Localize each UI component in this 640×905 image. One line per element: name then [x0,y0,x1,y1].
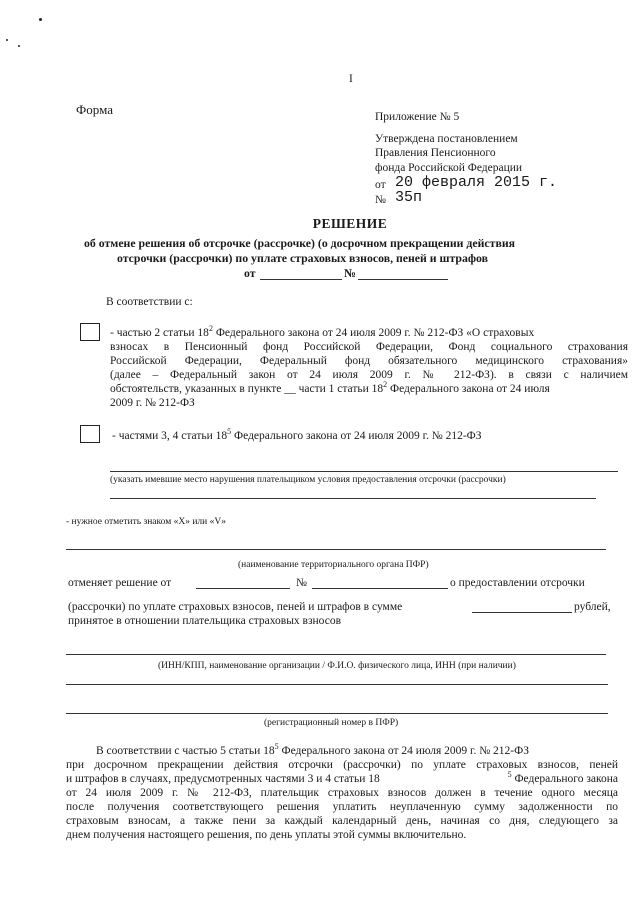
inn-caption: (ИНН/КПП, наименование организации / Ф.И.О. физического лица, ИНН (при наличии) [158,661,516,671]
violation-line-2[interactable] [110,498,596,499]
final-line-3: и штрафов в случаях, предусмотренных частями 3 и 4 статьи 18 $^5$ Федерального закона [66,770,618,785]
option-1-line-2: взносах в Пенсионный фонд Российской Федерации, Фонд социального страхования [110,341,628,353]
option-1-line-4: (далее – Федеральный закон от 24 июля 2009 г. № 212-ФЗ). в связи с наличием [110,369,628,381]
intro-text: В соответствии с: [106,296,193,308]
option-1-checkbox[interactable] [80,323,100,341]
appendix-number-value: 35п [395,189,423,206]
final-line-5: после получения соответствующего решения уплатить неуплаченную сумму задолженности по [66,801,618,813]
option-1-line-5: обстоятельств, указанных в пункте __ части 1 статьи $18^2$ Федерального закона от 24 июля [110,380,550,395]
appendix-date-value: 20 февраля 2015 г. [395,174,558,191]
document-title: РЕШЕНИЕ [312,216,388,231]
scan-speck [18,45,20,47]
scan-speck [39,18,42,21]
heading-line-1: об отмене решения об отсрочке (рассрочке) (о досрочном прекращении действия [84,236,516,250]
cancels-text-f: принятое в отношении плательщика страховых взносов [68,615,342,627]
option-1-line-3: Российской Федерации, Федеральный фонд обязательного медицинского страхования» [110,355,628,367]
payer-line-2[interactable] [66,684,608,685]
cancels-text-b: № [296,577,307,589]
appendix-number-prefix: № [375,194,386,206]
final-line-2: при досрочном прекращении действия отсрочки (рассрочки) по уплате страховых взносов, пеней [66,759,618,771]
option-2-checkbox[interactable] [80,425,100,443]
option-2-text: - частями 3, 4 статьи $18^5$ Федерального закона от 24 июля 2009 г. № 212-ФЗ [112,427,482,442]
cancels-text-c: о предоставлении отсрочки [450,577,585,589]
pfr-name-line[interactable] [66,549,606,550]
heading-num-label: № [344,266,356,280]
cancel-date-blank[interactable] [196,588,290,589]
violation-caption: (указать имевшие место нарушения плательщиком условия предоставления отсрочки (рассрочки) [110,475,506,485]
page-mark: I [349,73,353,85]
appendix-title: Приложение № 5 [375,111,460,123]
heading-date-blank [260,279,342,280]
reg-caption: (регистрационный номер в ПФР) [264,718,399,728]
heading-number-blank [358,279,448,280]
appendix-approved-2: Правления Пенсионного [375,147,496,159]
cancels-text-a: отменяет решение от [68,577,172,589]
option-1-line-1: - частью 2 статьи $18^2$ Федерального закона от 24 июля 2009 г. № 212-ФЗ «О страховых [110,324,535,339]
violation-line[interactable] [110,471,618,472]
final-line-4: от 24 июля 2009 г. № 212-ФЗ, плательщик страховых взносов должен в течение одного месяца [66,787,618,799]
payer-line[interactable] [66,654,606,655]
heading-from-label: от [244,266,256,280]
reg-number-line[interactable] [66,713,608,714]
cancels-text-e: рублей, [574,601,611,613]
final-line-6: страховым взносам, а также пени за каждый календарный день, начиная со дня, следующего за [66,815,618,827]
amount-blank[interactable] [472,612,572,613]
scan-speck [6,39,8,41]
cancels-text-d: (рассрочки) по уплате страховых взносов, пеней и штрафов в сумме [68,601,403,613]
option-1-line-6: 2009 г. № 212-ФЗ [110,397,195,409]
heading-line-2: отсрочки (рассрочки) по уплате страховых взносов, пеней и штрафов [117,251,489,265]
final-line-7: днем получения настоящего решения, по день уплаты этой суммы включительно. [66,829,467,841]
appendix-approved-3: фонда Российской Федерации [375,162,523,174]
note-mark: - нужное отметить знаком «X» или «V» [66,517,226,527]
appendix-approved-1: Утверждена постановлением [375,133,518,145]
appendix-date-prefix: от [375,179,386,191]
pfr-caption: (наименование территориального органа ПФР) [238,560,429,570]
form-label: Форма [76,102,113,117]
cancel-number-blank[interactable] [312,588,448,589]
final-line-1: В соответствии с частью 5 статьи $18^5$ Федерального закона от 24 июля 2009 г. № 212-ФЗ [96,742,529,757]
